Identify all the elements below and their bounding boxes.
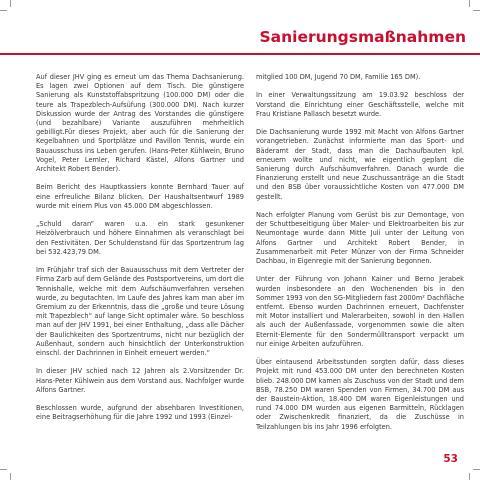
paragraph: Über eintausend Arbeitsstunden sorgten dafür, dass dieses Projekt mit rund 453.000 DM unter den berechneten Kosten blieb. 248.000 DM kamen als Zuschuss von der Stadt und dem BSB, 78.250 DM waren Spenden von Firmen, 34.700 DM aus der Baustein-Aktion, 18.400 DM waren Eigenleistungen und rund 74.000 DM wurden aus eigenen Barmitteln, Rücklagen oder Zwischenkredit finanziert, da die Zuschüsse in Teilzahlungen bis ins Jahr 1996 erfolgten. (256, 358, 464, 431)
paragraph: Im Frühjahr traf sich der Bauausschuss mit dem Vertreter der Firma Zarb auf dem Gelände des Postsportvereins, um dort die Tennishalle, welche mit dem Aufschäumverfahren versehen wurde, zu begutachten. Im Laufe des Jahres kam man aber im Gremium zu der Erkenntnis, dass die „große und teure Lösung mit Trapezblech“ auf lange Sicht optimaler wäre. So beschloss man auf der JHV 1991, bei einer Enthaltung, „dass alle Dächer der Baulichkeiten des Sportzentrums, nicht nur bezüglich der Außenhaut, sondern auch hinsichtlich der Unterkonstruktion einschl. der Dachrinnen in Einheit erneuert werden.“ (36, 266, 244, 358)
paragraph: Unter der Führung von Johann Kainer und Berno Jerabek wurden insbesondere an den Wochenenden bis in den Sommer 1993 von den SG-Mitgliedern fast 2000m² Dachfläche entfernt. Ebenso wurden Dachrinnen erneuert, Dachfenster mit Motor installiert und Malerarbeiten, sowohl in den Hallen als auch der Außenfassade, vorgenommen sowie die alten Eternit-Elemente für den Sondermülltransport verpackt um nur einige Arbeiten aufzuführen. (256, 275, 464, 348)
paragraph: Beim Bericht des Hauptkassiers konnte Bernhard Tauer auf eine erfreuliche Bilanz blicken. Der Haushaltsentwurf 1989 wurde mit einem Plus von 45.000 DM abgeschlossen. (36, 183, 244, 210)
header-rule (0, 53, 480, 55)
right-column (256, 73, 464, 441)
paragraph: Beschlossen wurde, aufgrund der absehbaren Investitionen, eine Beitragserhöhung für die Jahre 1992 und 1993 (Einzel- (36, 404, 244, 422)
crop-mark (469, 473, 470, 480)
page-title: Sanierungsmaßnahmen (259, 28, 466, 46)
left-column (36, 73, 244, 432)
paragraph: In dieser JHV schied nach 12 Jahren als 2.Vorsitzender Dr. Hans-Peter Kühlwein aus dem Vorstand aus. Nachfolger wurde Alfons Gartner. (36, 367, 244, 394)
crop-mark (473, 10, 480, 11)
crop-mark (0, 469, 7, 470)
crop-mark (473, 469, 480, 470)
page-header (0, 0, 480, 60)
paragraph: „Schuld daran“ waren u.a. ein stark gesunkener Heizölverbrauch und höhere Einnahmen als veranschlagt bei den Festivitäten. Der Schuldenstand für das Sportzentrum lag bei 532.423,79 DM. (36, 220, 244, 256)
paragraph: Auf dieser JHV ging es erneut um das Thema Dachsanierung. Es lagen zwei Optionen auf dem Tisch. Die günstigere Sanierung als Kunststoffabspritzung (100.000 DM) oder die teure als Trapezblech-Aufsüfung (300.000 DM). Nach kurzer Diskussion wurde der Antrag des Vorstandes die günstigere (und bezahlbare) Variante auszuführen mehrheitlich gebilligt.Für dieses Projekt, aber auch für die Sanierung der Kegelbahnen und Sportplätze und Pavillon Tennis, wurde ein Bauausschuss ins Leben gerufen. (Hans-Peter Kühlwein, Bruno Vogel, Peter Lemler, Richard Kästel, Alfons Gartner und Architekt Robert Bender). (36, 73, 244, 174)
crop-mark (0, 10, 7, 11)
page-number: 53 (443, 453, 458, 465)
paragraph: Die Dachsanierung wurde 1992 mit Macht von Alfons Gartner vorangetrieben. Zunächst informierte man das Sport- und Bäderamt der Stadt, dass man die Dachaufbauten kpl. erneuern wollte und nicht, wie eigentlich geplant die Sanierung durch Aufschäumverfahren. Danach wurde die Finanzierung erstellt und neue Zuschussanträge an die Stadt und den BSB über voraussichtliche Kosten von 477.000 DM gestellt. (256, 128, 464, 201)
crop-mark (469, 0, 470, 7)
crop-mark (10, 0, 11, 7)
paragraph: Nach erfolgter Planung vom Gerüst bis zur Demontage, von der Schuttbeseitigung über Maler- und Elektroarbeiten bis zur Neumontage wurde dann Mitte Juli unter der Leitung von Alfons Gartner und Architekt Robert Bender, in Zusammenarbeit mit Peter Münzer von der Firma Schneider Dachbau, in Eigenregie mit der Sanierung begonnen. (256, 211, 464, 266)
paragraph: mitglied 100 DM, Jugend 70 DM, Familie 165 DM). (256, 73, 421, 81)
paragraph: In einer Verwaltungssitzung am 19.03.92 beschloss der Vorstand die Einrichtung einer Geschäftsstelle, welche mit Frau Kristiane Pallasch besetzt wurde. (256, 91, 464, 118)
crop-mark (10, 473, 11, 480)
